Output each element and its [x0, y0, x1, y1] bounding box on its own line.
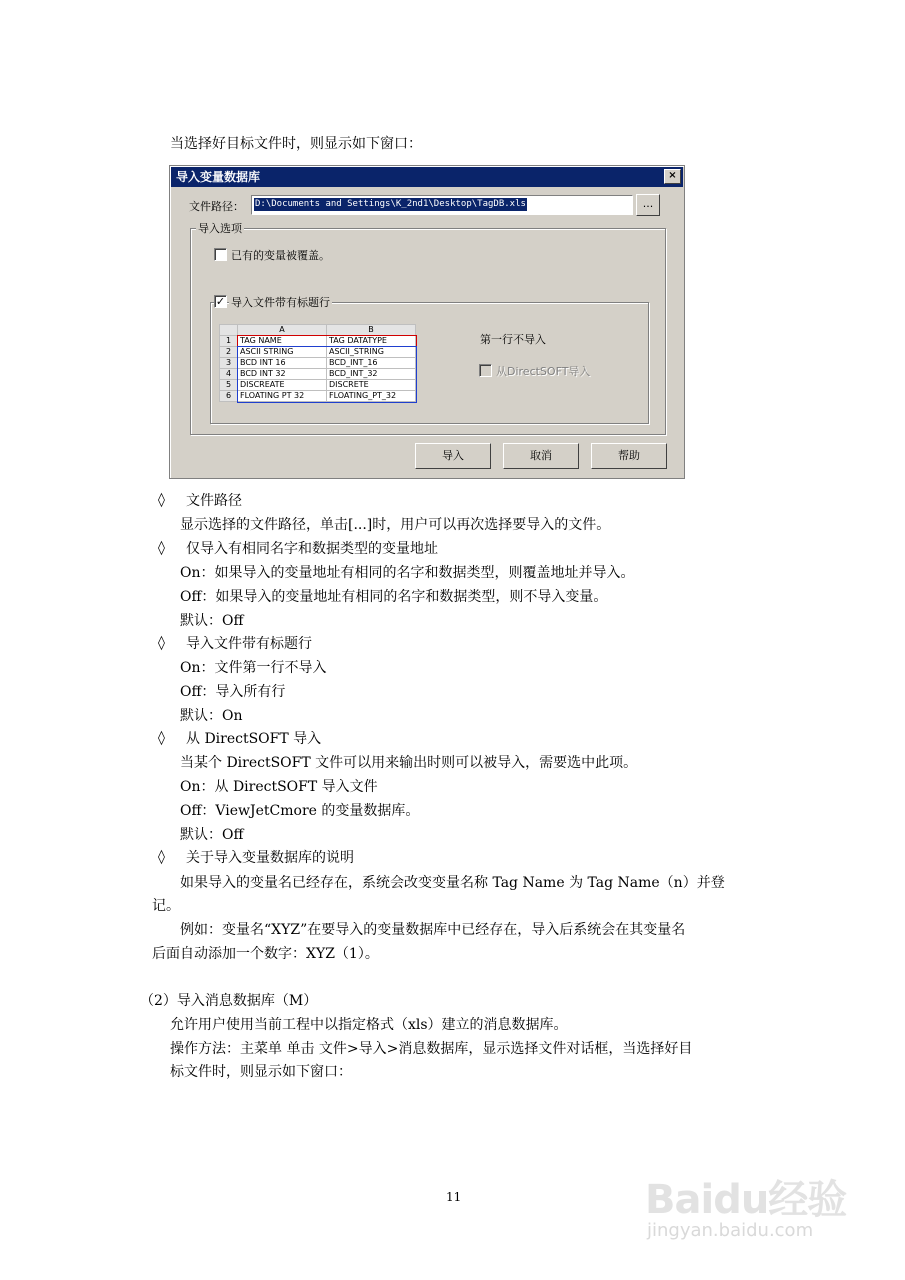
section-title: 从 DirectSOFT 导入 [186, 731, 322, 747]
data-rows-highlight [237, 346, 417, 403]
browse-button[interactable]: ... [636, 194, 660, 216]
directsoft-checkbox[interactable] [479, 364, 492, 377]
cancel-button[interactable]: 取消 [503, 443, 579, 469]
section2-heading: （2）导入消息数据库（M） [140, 993, 318, 1009]
bullet-icon: ◊ [158, 730, 165, 746]
corner-cell [220, 325, 238, 336]
dialog-title: 导入变量数据库 [171, 167, 683, 187]
note-line: 例如：变量名“XYZ”在要导入的变量数据库中已经存在，导入后系统会在其变量名 [180, 922, 686, 938]
overwrite-checkbox[interactable] [214, 248, 227, 261]
note-line: 如果导入的变量名已经存在，系统会改变变量名称 Tag Name 为 Tag Name（n）并登 [180, 875, 725, 891]
cell-a: BCD INT 16 [238, 358, 327, 369]
section-title: 文件路径 [186, 493, 242, 509]
row-number: 5 [220, 380, 238, 391]
col-header-a: A [238, 325, 327, 336]
file-path-label: 文件路径： [189, 200, 244, 213]
row-number: 3 [220, 358, 238, 369]
note-line: 记。 [152, 898, 180, 914]
row-number: 1 [220, 336, 238, 347]
intro-text: 当选择好目标文件时，则显示如下窗口： [170, 136, 422, 152]
section2-line: 标文件时，则显示如下窗口： [170, 1064, 352, 1080]
section2-line: 允许用户使用当前工程中以指定格式（xls）建立的消息数据库。 [170, 1017, 568, 1033]
row-number: 4 [220, 369, 238, 380]
header-row-label: 导入文件带有标题行 [231, 296, 330, 309]
close-icon[interactable]: × [664, 169, 681, 184]
bullet-icon: ◊ [158, 492, 165, 508]
import-button[interactable]: 导入 [415, 443, 491, 469]
section-line: 默认：Off [180, 613, 244, 629]
cell-a: DISCREATE [238, 380, 327, 391]
cell-b: BCD_INT_32 [327, 369, 416, 380]
bullet-icon: ◊ [158, 635, 165, 651]
file-path-value: D:\Documents and Settings\K_2nd1\Desktop\TagDB.xls [255, 199, 526, 209]
section-line: 默认：On [180, 708, 243, 724]
directsoft-label: 从DirectSOFT导入 [496, 365, 591, 378]
cell-a: TAG NAME [238, 336, 327, 347]
file-path-field[interactable] [251, 195, 633, 215]
section-line: Off：ViewJetCmore 的变量数据库。 [180, 803, 420, 819]
section-line: On：从 DirectSOFT 导入文件 [180, 779, 378, 795]
bullet-icon: ◊ [158, 540, 165, 556]
cell-a: ASCII STRING [238, 347, 327, 358]
col-header-b: B [327, 325, 416, 336]
cell-b: DISCRETE [327, 380, 416, 391]
first-row-note: 第一行不导入 [480, 333, 546, 346]
page-number: 11 [446, 1190, 462, 1204]
import-options-title: 导入选项 [198, 222, 242, 235]
section-title: 仅导入有相同名字和数据类型的变量地址 [186, 541, 438, 557]
header-row-checkbox[interactable]: ✓ [215, 295, 226, 308]
section2-line: 操作方法：主菜单 单击 文件>导入>消息数据库，显示选择文件对话框，当选择好目 [170, 1041, 693, 1057]
import-tag-database-dialog [169, 165, 685, 479]
cell-b: BCD_INT_16 [327, 358, 416, 369]
cell-a: FLOATING PT 32 [238, 391, 327, 402]
cell-a: BCD INT 32 [238, 369, 327, 380]
cell-b: FLOATING_PT_32 [327, 391, 416, 402]
section-line: On：如果导入的变量地址有相同的名字和数据类型，则覆盖地址并导入。 [180, 565, 635, 581]
bullet-icon: ◊ [158, 849, 165, 865]
baidu-logo: Baidu经验 [645, 1177, 847, 1223]
baidu-jingyan-watermark [645, 1160, 855, 1255]
section-title: 关于导入变量数据库的说明 [186, 850, 354, 866]
section-line: 默认：Off [180, 827, 244, 843]
section-line: Off：如果导入的变量地址有相同的名字和数据类型，则不导入变量。 [180, 589, 608, 605]
section-line: 显示选择的文件路径，单击[...]时，用户可以再次选择要导入的文件。 [180, 517, 611, 533]
section-line: Off：导入所有行 [180, 684, 286, 700]
section-line: On：文件第一行不导入 [180, 660, 327, 676]
cell-b: TAG DATATYPE [327, 336, 416, 347]
row-number: 2 [220, 347, 238, 358]
section-line: 当某个 DirectSOFT 文件可以用来输出时则可以被导入，需要选中此项。 [180, 755, 638, 771]
note-line: 后面自动添加一个数字：XYZ（1）。 [152, 946, 379, 962]
overwrite-label: 已有的变量被覆盖。 [231, 249, 330, 262]
row-number: 6 [220, 391, 238, 402]
watermark-url: jingyan.baidu.com [647, 1220, 814, 1241]
section-title: 导入文件带有标题行 [186, 636, 312, 652]
help-button[interactable]: 帮助 [591, 443, 667, 469]
cell-b: ASCII_STRING [327, 347, 416, 358]
sample-spreadsheet [219, 324, 419, 402]
